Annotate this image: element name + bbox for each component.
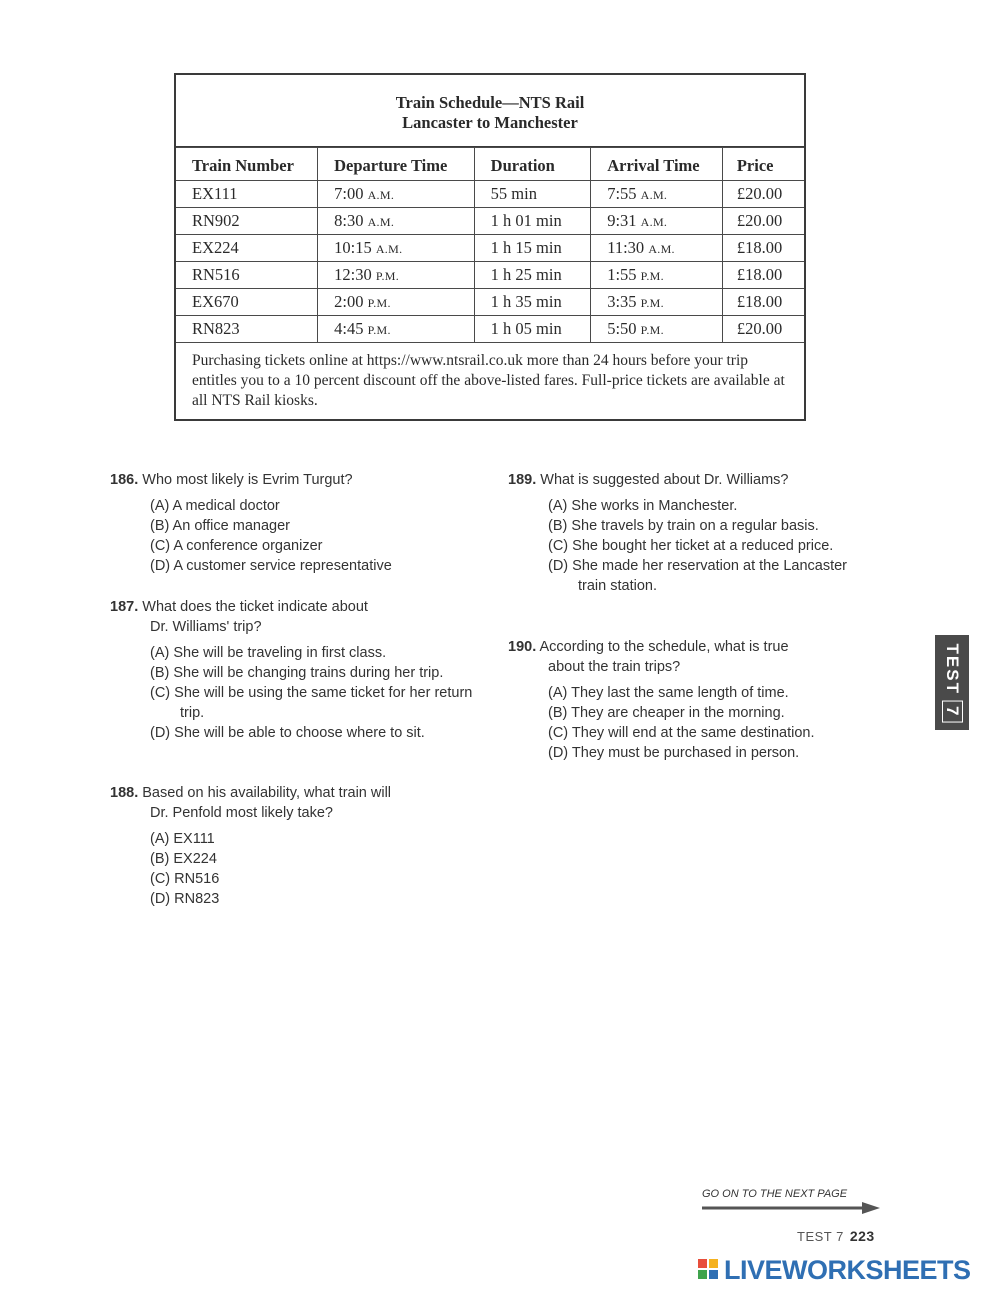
departure-time-cell <box>318 181 475 208</box>
departure-time-cell-value: 4:45 <box>334 319 364 338</box>
arrival-time-cell <box>591 262 723 289</box>
duration-cell <box>474 235 591 262</box>
duration-cell <box>474 316 591 343</box>
footer-test-label: TEST 7 <box>797 1229 844 1244</box>
answer-option[interactable]: (C) She bought her ticket at a reduced price. <box>548 538 834 554</box>
answer-option[interactable]: (C) RN516 <box>150 871 220 887</box>
am-pm-label: P.M. <box>375 269 400 283</box>
train-schedule <box>174 73 806 421</box>
question-189 <box>508 470 888 596</box>
question-number: 190. <box>508 639 537 655</box>
table-header-row <box>176 148 804 181</box>
question-stem-cont: about the train trips? <box>548 659 681 675</box>
col-header: Train Number <box>176 148 318 181</box>
question-stem: Who most likely is Evrim Turgut? <box>142 472 353 488</box>
duration-cell <box>474 262 591 289</box>
answer-option[interactable]: (C) They will end at the same destination. <box>548 725 815 741</box>
am-pm-label: P.M. <box>367 296 391 310</box>
train-number-cell-value: RN516 <box>192 265 240 284</box>
duration-cell-value: 1 h 25 min <box>490 265 562 284</box>
departure-time-cell-value: 8:30 <box>334 211 364 230</box>
side-tab-number: 7 <box>942 700 963 721</box>
arrival-time-cell-value: 9:31 <box>607 211 637 230</box>
page-number: 223 <box>849 1228 875 1244</box>
departure-time-cell <box>318 316 475 343</box>
duration-cell-value: 1 h 35 min <box>490 292 562 311</box>
arrival-time-cell-value: 11:30 <box>607 238 645 257</box>
price-cell-value: £20.00 <box>736 184 783 203</box>
answer-option[interactable]: (D) She will be able to choose where to sit. <box>150 725 425 741</box>
duration-cell-value: 55 min <box>490 184 537 203</box>
arrival-time-cell-value: 3:35 <box>607 292 637 311</box>
question-stem-cont: Dr. Williams' trip? <box>150 619 262 635</box>
answer-option[interactable]: (A) They last the same length of time. <box>548 685 789 701</box>
train-number-cell-value: EX670 <box>192 292 239 311</box>
arrival-time-cell-value: 1:55 <box>607 265 637 284</box>
table-row <box>176 181 804 208</box>
answer-option[interactable]: (D) RN823 <box>150 891 220 907</box>
question-stem: What is suggested about Dr. Williams? <box>540 472 789 488</box>
question-186 <box>110 470 490 576</box>
train-number-cell <box>176 181 318 208</box>
am-pm-label: A.M. <box>375 242 403 256</box>
train-number-cell-value: EX224 <box>192 238 239 257</box>
answer-option[interactable]: (B) She will be changing trains during her trip. <box>150 665 444 681</box>
question-number: 186. <box>110 472 139 488</box>
arrow-right-icon <box>700 1200 882 1216</box>
logo-text: LIVEWORKSHEETS <box>724 1254 971 1285</box>
departure-time-cell-value: 12:30 <box>334 265 372 284</box>
liveworksheets-logo <box>698 1253 971 1287</box>
col-header: Departure Time <box>318 148 475 181</box>
answer-option[interactable]: (D) A customer service representative <box>150 558 392 574</box>
am-pm-label: P.M. <box>367 323 391 337</box>
table-row <box>176 316 804 343</box>
duration-cell <box>474 289 591 316</box>
departure-time-cell <box>318 289 475 316</box>
arrival-time-cell <box>591 289 723 316</box>
table-row <box>176 235 804 262</box>
price-cell-value: £20.00 <box>736 211 783 230</box>
departure-time-cell-value: 2:00 <box>334 292 364 311</box>
price-cell <box>722 181 804 208</box>
train-number-cell <box>176 235 318 262</box>
train-number-cell <box>176 208 318 235</box>
schedule-subtitle: Lancaster to Manchester <box>402 113 578 132</box>
question-number: 188. <box>110 785 139 801</box>
train-number-cell <box>176 262 318 289</box>
price-cell <box>722 235 804 262</box>
logo-icon <box>698 1259 720 1281</box>
train-number-cell-value: EX111 <box>192 184 238 203</box>
side-tab-label: TEST <box>943 643 962 695</box>
arrival-time-cell <box>591 181 723 208</box>
am-pm-label: A.M. <box>367 188 395 202</box>
price-cell <box>722 316 804 343</box>
schedule-table <box>176 147 804 343</box>
table-row <box>176 289 804 316</box>
price-cell <box>722 289 804 316</box>
duration-cell-value: 1 h 15 min <box>490 238 562 257</box>
question-number: 189. <box>508 472 537 488</box>
page-footer <box>797 1228 875 1244</box>
am-pm-label: A.M. <box>367 215 395 229</box>
answer-option[interactable]: (B) An office manager <box>150 518 290 534</box>
question-187 <box>110 597 490 743</box>
answer-option[interactable]: (A) She will be traveling in first class. <box>150 645 387 661</box>
col-header: Price <box>722 148 804 181</box>
price-cell-value: £18.00 <box>736 238 783 257</box>
price-cell-value: £20.00 <box>736 319 783 338</box>
duration-cell-value: 1 h 05 min <box>490 319 562 338</box>
am-pm-label: A.M. <box>648 242 675 256</box>
question-188 <box>110 783 490 909</box>
duration-cell-value: 1 h 01 min <box>490 211 562 230</box>
price-cell <box>722 262 804 289</box>
schedule-title: Train Schedule—NTS Rail <box>395 93 585 112</box>
question-stem: Based on his availability, what train will <box>142 785 392 801</box>
next-page-label: GO ON TO THE NEXT PAGE <box>702 1188 848 1200</box>
test-side-tab <box>935 635 969 730</box>
arrival-time-cell <box>591 208 723 235</box>
question-stem: What does the ticket indicate about <box>142 599 368 615</box>
arrival-time-cell-value: 5:50 <box>607 319 637 338</box>
schedule-note: Purchasing tickets online at https://www.ntsrail.co.uk more than 24 hours before your trip entitles you to a 10 percent discount off the above-listed fares. Full-price tickets are available at all NTS Rail kiosks. <box>192 352 785 409</box>
arrival-time-cell-value: 7:55 <box>607 184 637 203</box>
price-cell-value: £18.00 <box>736 265 783 284</box>
departure-time-cell <box>318 208 475 235</box>
am-pm-label: A.M. <box>640 215 668 229</box>
question-stem-cont: Dr. Penfold most likely take? <box>150 805 333 821</box>
am-pm-label: P.M. <box>640 296 664 310</box>
answer-option[interactable]: (A) She works in Manchester. <box>548 498 738 514</box>
col-header: Duration <box>474 148 591 181</box>
am-pm-label: P.M. <box>640 269 664 283</box>
train-number-cell <box>176 289 318 316</box>
answer-option[interactable]: (B) They are cheaper in the morning. <box>548 705 785 721</box>
am-pm-label: A.M. <box>640 188 668 202</box>
departure-time-cell-value: 10:15 <box>334 238 372 257</box>
departure-time-cell-value: 7:00 <box>334 184 364 203</box>
train-number-cell-value: RN823 <box>192 319 240 338</box>
question-stem: According to the schedule, what is true <box>539 639 789 655</box>
table-row <box>176 262 804 289</box>
duration-cell <box>474 181 591 208</box>
answer-option[interactable]: (B) She travels by train on a regular basis. <box>548 518 819 534</box>
answer-option[interactable]: (B) EX224 <box>150 851 217 867</box>
arrival-time-cell <box>591 235 723 262</box>
answer-option[interactable]: (A) A medical doctor <box>150 498 280 514</box>
price-cell-value: £18.00 <box>736 292 783 311</box>
table-row <box>176 208 804 235</box>
arrival-time-cell <box>591 316 723 343</box>
question-number: 187. <box>110 599 139 615</box>
answer-option[interactable]: (C) She will be using the same ticket for her return trip. <box>150 685 473 721</box>
train-number-cell-value: RN902 <box>192 211 240 230</box>
answer-option[interactable]: (D) She made her reservation at the Lancaster train station. <box>548 558 848 594</box>
train-number-cell <box>176 316 318 343</box>
answer-option[interactable]: (A) EX111 <box>150 831 215 847</box>
am-pm-label: P.M. <box>640 323 664 337</box>
schedule-header <box>176 75 804 147</box>
departure-time-cell <box>318 235 475 262</box>
col-header: Arrival Time <box>591 148 723 181</box>
question-190 <box>508 637 888 763</box>
duration-cell <box>474 208 591 235</box>
departure-time-cell <box>318 262 475 289</box>
price-cell <box>722 208 804 235</box>
answer-option[interactable]: (D) They must be purchased in person. <box>548 745 800 761</box>
answer-option[interactable]: (C) A conference organizer <box>150 538 323 554</box>
